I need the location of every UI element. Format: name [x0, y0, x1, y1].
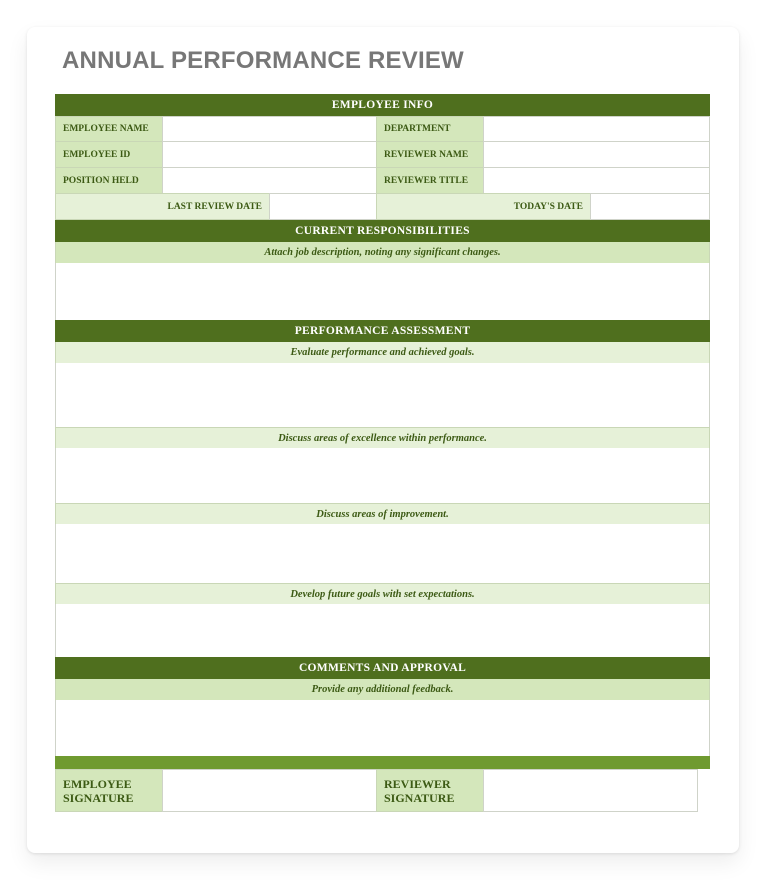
reviewer-name-label: REVIEWER NAME: [376, 141, 484, 168]
last-review-date-label: LAST REVIEW DATE: [55, 193, 270, 220]
reviewer-title-field[interactable]: [483, 167, 710, 194]
department-field[interactable]: [483, 116, 710, 142]
position-held-field[interactable]: [162, 167, 377, 194]
feedback-instruction: Provide any additional feedback.: [55, 679, 710, 700]
reviewer-name-field[interactable]: [483, 141, 710, 168]
section-header-comments-and-approval: COMMENTS AND APPROVAL: [55, 657, 710, 679]
excellence-instruction: Discuss areas of excellence within performance.: [55, 427, 710, 448]
reviewer-title-label: REVIEWER TITLE: [376, 167, 484, 194]
employee-signature-field[interactable]: [162, 769, 377, 812]
excellence-text-area[interactable]: [55, 448, 710, 503]
employee-id-label: EMPLOYEE ID: [55, 141, 163, 168]
employee-signature-label: EMPLOYEE SIGNATURE: [55, 769, 163, 812]
todays-date-field[interactable]: [590, 193, 710, 220]
page-title: ANNUAL PERFORMANCE REVIEW: [62, 47, 464, 74]
reviewer-signature-field[interactable]: [483, 769, 698, 812]
evaluate-instruction: Evaluate performance and achieved goals.: [55, 342, 710, 363]
employee-name-field[interactable]: [162, 116, 377, 142]
section-header-performance-assessment: PERFORMANCE ASSESSMENT: [55, 320, 710, 342]
improvement-text-area[interactable]: [55, 524, 710, 583]
department-label: DEPARTMENT: [376, 116, 484, 142]
future-goals-text-area[interactable]: [55, 604, 710, 657]
improvement-instruction: Discuss areas of improvement.: [55, 503, 710, 524]
responsibilities-text-area[interactable]: [55, 263, 710, 320]
last-review-date-field[interactable]: [269, 193, 377, 220]
employee-name-label: EMPLOYEE NAME: [55, 116, 163, 142]
reviewer-signature-label: REVIEWER SIGNATURE: [376, 769, 484, 812]
section-header-current-responsibilities: CURRENT RESPONSIBILITIES: [55, 220, 710, 242]
future-goals-instruction: Develop future goals with set expectations.: [55, 583, 710, 604]
responsibilities-instruction: Attach job description, noting any significant changes.: [55, 242, 710, 263]
position-held-label: POSITION HELD: [55, 167, 163, 194]
evaluate-text-area[interactable]: [55, 363, 710, 427]
section-header-employee-info: EMPLOYEE INFO: [55, 94, 710, 116]
employee-id-field[interactable]: [162, 141, 377, 168]
accent-bar: [55, 756, 710, 769]
feedback-text-area[interactable]: [55, 700, 710, 756]
todays-date-label: TODAY'S DATE: [376, 193, 591, 220]
